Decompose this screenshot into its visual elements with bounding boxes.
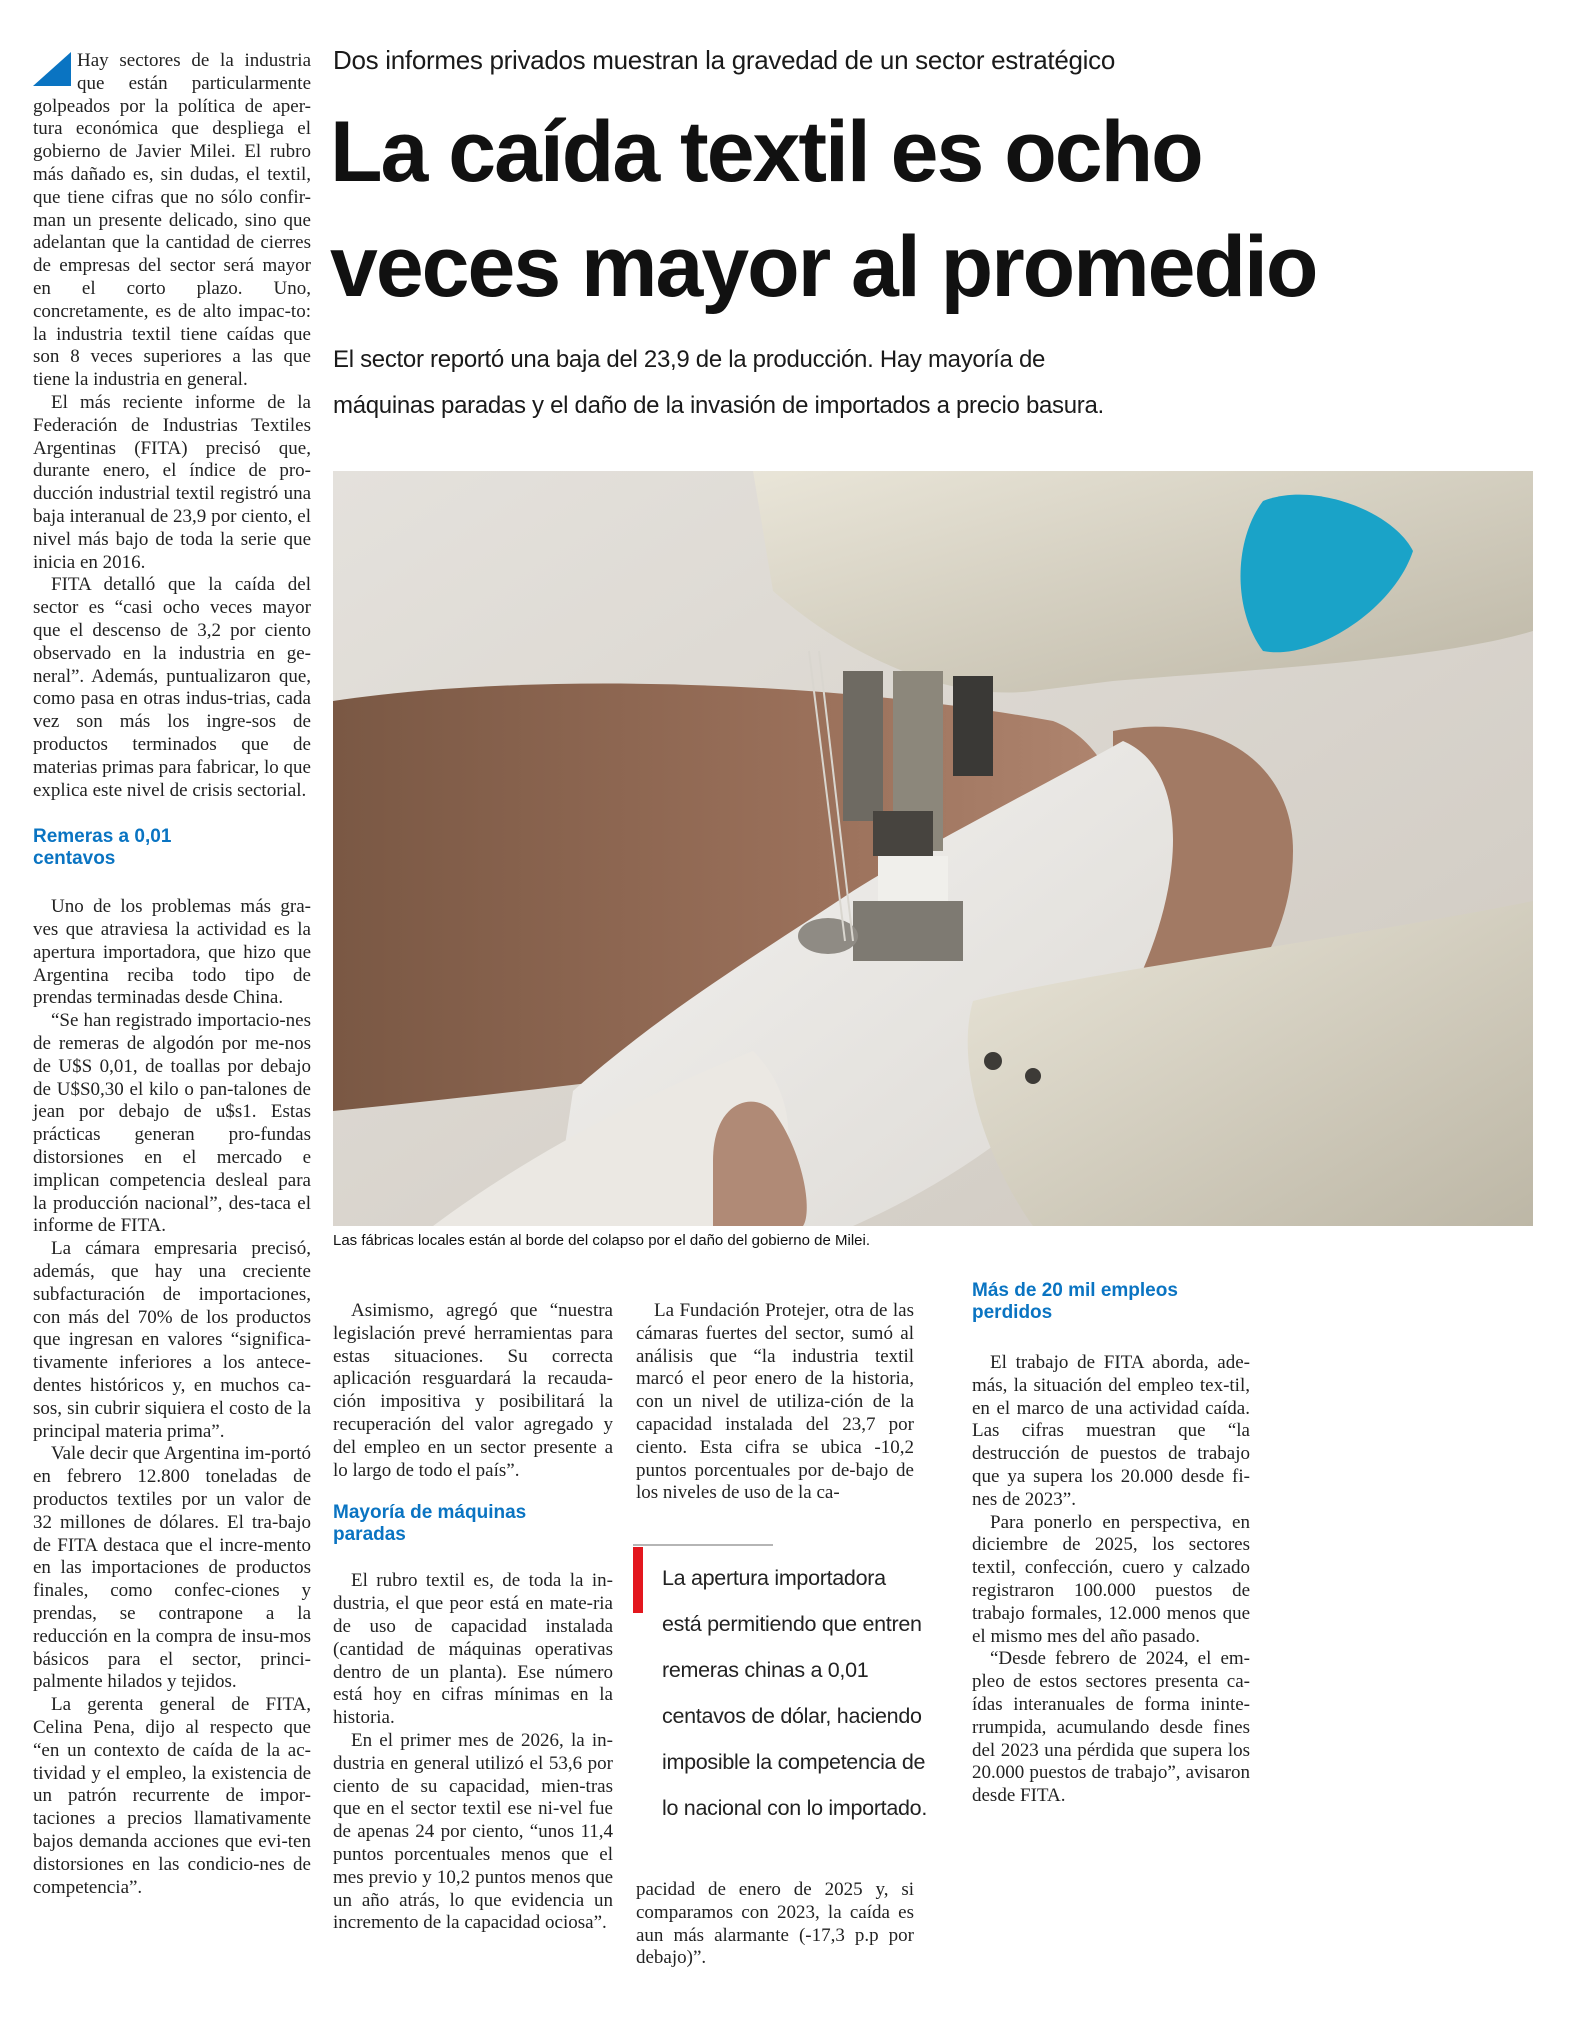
body-paragraph: Uno de los problemas más gra-ves que atraviesa la actividad es la apertura importadora, que hizo que Argentina reciba todo tipo de prendas terminadas desde China.: [33, 896, 311, 1009]
body-column-4: [972, 1280, 1250, 1808]
pullquote-line: centavos de dólar, haciendo: [662, 1704, 922, 1728]
deck: [333, 337, 1563, 429]
body-paragraph: “Desde febrero de 2024, el em-pleo de estos sectores presenta ca-ídas interanuales de forma ininte-rrumpida, acumulando desde fines del 2023 una pérdida que supera los 20.000 puestos de trabajo”, avisaron desde FITA.: [972, 1648, 1250, 1807]
body-paragraph: Vale decir que Argentina im-portó en febrero 12.800 toneladas de productos textiles por un valor de 32 millones de dólares. El tra-bajo de FITA destaca que el incre-mento en las importaciones de productos finales, como confec-ciones y prendas, se contrapone a la reducción en la compra de insu-mos básicos para el sector, princi-palmente hilados y tejidos.: [33, 1443, 311, 1693]
body-column-1: [33, 50, 311, 1899]
sewing-machine-photo: [333, 471, 1533, 1226]
pullquote: [662, 1555, 962, 1831]
pullquote-line: La apertura importadora: [662, 1566, 886, 1590]
pullquote-red-bar: [633, 1547, 643, 1613]
pullquote-line: imposible la competencia de: [662, 1750, 926, 1774]
body-paragraph: El trabajo de FITA aborda, ade-más, la situación del empleo tex-til, en el marco de una actividad caída. Las cifras muestran que “la destrucción de puestos de trabajo que ya supera los 20.000 desde fi-nes de 2023”.: [972, 1352, 1250, 1510]
body-paragraph: La cámara empresaria precisó, además, que hay una creciente subfacturación de importaciones, con más del 70% de los productos que ingresan en valores “significa-tivamente inferiores a los antece-dentes históricos y, en muchos ca-sos, sin cubrir siquiera el costo de la principal materia prima”.: [33, 1238, 311, 1442]
body-paragraph: El más reciente informe de la Federación de Industrias Textiles Argentinas (FITA) precisó que, durante enero, el índice de pro-ducción industrial textil registró una baja interanual de 23,9 por ciento, el nivel más bajo de toda la serie que inicia en 2016.: [33, 391, 311, 573]
pullquote-line: está permitiendo que entren: [662, 1612, 922, 1636]
subhead-maquinas: Mayoría de máquinas paradas: [333, 1502, 527, 1546]
body-paragraph: [33, 50, 311, 392]
photo-caption: Las fábricas locales están al borde del colapso por el daño del gobierno de Milei.: [333, 1232, 871, 1249]
body-paragraph: Para ponerlo en perspectiva, en diciembre de 2025, los sectores textil, confección, cuero y calzado registraron 100.000 puestos de trabajo formales, 12.000 menos que el mismo mes del año pasado.: [972, 1511, 1250, 1647]
deck-line-1: El sector reportó una baja del 23,9 de la producción. Hay mayoría de: [333, 346, 1046, 373]
kicker: Dos informes privados muestran la gravedad de un sector estratégico: [333, 45, 1115, 75]
subhead-empleos: Más de 20 mil empleos perdidos: [972, 1280, 1178, 1323]
blue-triangle-icon: [33, 52, 71, 86]
body-paragraph: La gerenta general de FITA, Celina Pena, dijo al respecto que “en un contexto de caída de la ac-tividad y el empleo, la existencia de un patrón recurrente de impor-taciones a precios llamativamente bajos demanda acciones que evi-ten distorsiones en las condicio-nes de competencia”.: [33, 1694, 311, 1898]
body-paragraph: En el primer mes de 2026, la in-dustria en general utilizó el 53,6 por ciento de su capacidad, mien-tras que en el sector textil ese ni-vel fue de apenas 24 por ciento, “unos 11,4 puntos porcentuales menos que el mes previo y 10,2 puntos menos que un año atrás, lo que evidencia un incremento de la capacidad ociosa”.: [333, 1729, 613, 1934]
headline-line-1: La caída textil es ocho: [330, 104, 1202, 200]
headline: [330, 95, 1580, 325]
body-paragraph: “Se han registrado importacio-nes de remeras de algodón por me-nos de U$S 0,01, de toallas por debajo de U$S0,30 el kilo o pan-talones de jean por debajo de u$s1. Estas prácticas generan pro-fundas distorsiones en el mercado e implican competencia desleal para la producción nacional”, des-taca el informe de FITA.: [33, 1010, 311, 1237]
pullquote-rule: [633, 1544, 773, 1546]
body-column-3: [636, 1300, 914, 1505]
body-paragraph: La Fundación Protejer, otra de las cámaras fuertes del sector, sumó al análisis que “la industria textil marcó el peor enero de la historia, con un nivel de utiliza-ción de la capacidad instalada del 23,7 por ciento. Esta cifra se ubica -10,2 puntos porcentuales por de-bajo de los niveles de uso de la ca-: [636, 1300, 914, 1504]
subhead-remeras: Remeras a 0,01 centavos: [33, 826, 172, 870]
headline-line-2: veces mayor al promedio: [330, 219, 1317, 315]
pullquote-line: remeras chinas a 0,01: [662, 1658, 869, 1682]
body-paragraph-text: Hay sectores de la industria que están particularmente golpeados por la política de aper-tura económica que despliega el gobierno de Javier Milei. El rubro más dañado es, sin dudas, el textil, que tiene cifras que no sólo confir-man un presente delicado, sino que adelantan que la cantidad de cierres de empresas del sector será mayor en el corto plazo. Uno, concretamente, es de alto impac-to: la industria textil tiene caídas que son 8 veces superiores a las que tiene la industria en general.: [33, 50, 311, 391]
sewing-machine-illustration: [333, 471, 1533, 1226]
body-paragraph: Asimismo, agregó que “nuestra legislación prevé herramientas para estas situaciones. Su correcta aplicación resguardará la recauda-ción impositiva y posibilitará la recuperación del valor agregado y del empleo en un sector presente a lo largo de todo el país”.: [333, 1300, 613, 1481]
body-column-3-continued: [636, 1879, 914, 1970]
pullquote-line: lo nacional con lo importado.: [662, 1796, 927, 1820]
body-column-2: [333, 1300, 613, 1935]
body-paragraph: pacidad de enero de 2025 y, si comparamos con 2023, la caída es aun más alarmante (-17,3 p.p por debajo)”.: [636, 1879, 914, 1969]
body-paragraph: FITA detalló que la caída del sector es “casi ocho veces mayor que el descenso de 3,2 por ciento observado en la industria en ge-neral”. Además, puntualizaron que, como pasa en otras indus-trias, cada vez son más los ingre-sos de productos terminados que de materias primas para fabricar, lo que explica este nivel de crisis sectorial.: [33, 574, 311, 801]
body-paragraph: El rubro textil es, de toda la in-dustria, el que peor está en mate-ria de uso de capacidad instalada (cantidad de máquinas operativas dentro de un planta). Ese número está hoy en cifras mínimas en la historia.: [333, 1570, 613, 1729]
deck-line-2: máquinas paradas y el daño de la invasión de importados a precio basura.: [333, 392, 1104, 419]
